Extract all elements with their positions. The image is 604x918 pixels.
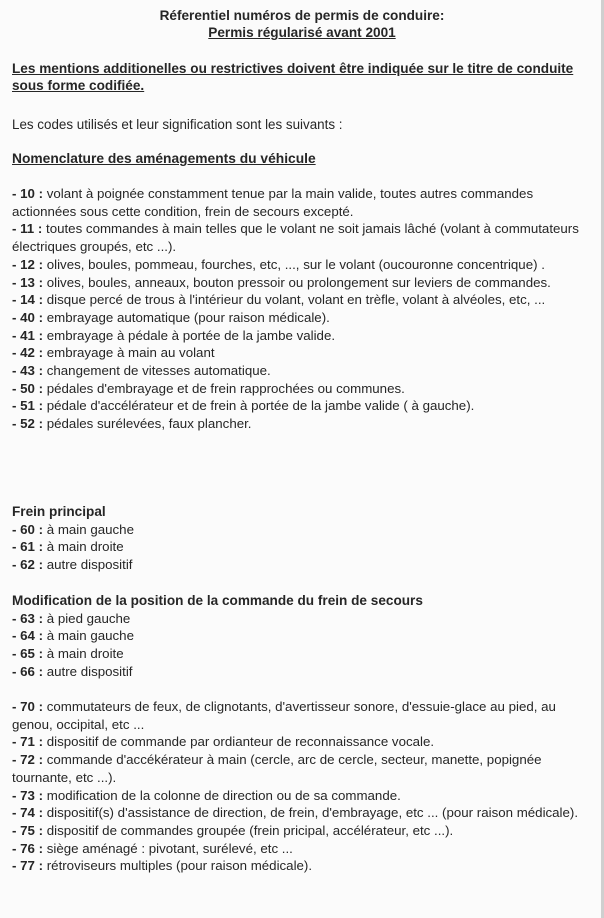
code-number: - 75 : bbox=[12, 822, 44, 838]
code-description: siège aménagé : pivotant, surélevé, etc ... bbox=[43, 840, 293, 856]
vehicle-codes-list bbox=[12, 185, 598, 433]
code-item bbox=[12, 556, 598, 574]
document-title: Réferentiel numéros de permis de conduire: bbox=[159, 8, 445, 23]
code-description: olives, boules, anneaux, bouton pressoir ou prolongement sur leviers de commandes. bbox=[43, 274, 551, 290]
code-number: - 43 : bbox=[12, 363, 44, 379]
code-item bbox=[12, 327, 598, 345]
code-number: - 40 : bbox=[12, 309, 44, 325]
code-number: - 52 : bbox=[12, 416, 44, 432]
code-description: à main droite bbox=[43, 539, 124, 555]
code-number: - 10 : bbox=[12, 186, 44, 201]
code-number: - 65 : bbox=[12, 646, 44, 662]
code-description: changement de vitesses automatique. bbox=[43, 363, 271, 379]
code-item bbox=[12, 415, 598, 433]
document-subtitle: Permis régularisé avant 2001 bbox=[208, 25, 396, 40]
code-number: - 12 : bbox=[12, 256, 44, 272]
code-description: commutateurs de feux, de clignotants, d'avertisseur sonore, d'essuie-glace au pied, au genou, occipital, etc ... bbox=[12, 699, 556, 732]
code-item bbox=[12, 309, 598, 327]
code-number: - 73 : bbox=[12, 787, 44, 803]
code-number: - 14 : bbox=[12, 292, 44, 308]
code-description: dispositif de commandes groupée (frein pricipal, accélérateur, etc ...). bbox=[43, 822, 454, 838]
code-item bbox=[12, 751, 598, 786]
code-number: - 51 : bbox=[12, 398, 44, 414]
mentions-notice: Les mentions additionelles ou restrictives doivent être indiquée sur le titre de conduite sous forme codifiée. bbox=[12, 61, 574, 93]
code-description: embrayage à main au volant bbox=[43, 345, 215, 361]
code-number: - 66 : bbox=[12, 663, 44, 679]
code-item bbox=[12, 397, 598, 415]
frein-principal-heading: Frein principal bbox=[12, 504, 106, 519]
code-description: toutes commandes à main telles que le volant ne soit jamais lâché (volant à commutateurs électriques groupés, etc ...). bbox=[12, 221, 579, 255]
code-number: - 72 : bbox=[12, 752, 44, 768]
code-description: olives, boules, pommeau, fourches, etc, ..., sur le volant (oucouronne concentrique) . bbox=[43, 256, 545, 272]
code-number: - 50 : bbox=[12, 380, 44, 396]
code-item bbox=[12, 344, 598, 362]
code-description: pédales d'embrayage et de frein rapprochées ou communes. bbox=[43, 380, 405, 396]
code-item bbox=[12, 645, 598, 663]
code-item bbox=[12, 362, 598, 380]
code-number: - 41 : bbox=[12, 327, 44, 343]
code-description: autre dispositif bbox=[43, 663, 133, 679]
code-item bbox=[12, 787, 598, 805]
code-item bbox=[12, 610, 598, 628]
code-number: - 64 : bbox=[12, 628, 44, 644]
code-item bbox=[12, 698, 598, 733]
code-number: - 77 : bbox=[12, 858, 44, 874]
code-number: - 11 : bbox=[12, 221, 43, 237]
frein-principal-section bbox=[12, 503, 598, 574]
code-number: - 61 : bbox=[12, 539, 44, 555]
code-item bbox=[12, 185, 598, 220]
code-number: - 76 : bbox=[12, 840, 44, 856]
code-number: - 71 : bbox=[12, 734, 44, 750]
code-description: dispositif de commande par ordianteur de reconnaissance vocale. bbox=[43, 734, 435, 750]
frein-secours-section bbox=[12, 592, 598, 681]
code-description: embrayage automatique (pour raison médicale). bbox=[43, 309, 330, 325]
code-item bbox=[12, 380, 598, 398]
code-item bbox=[12, 663, 598, 681]
code-item bbox=[12, 822, 598, 840]
code-number: - 13 : bbox=[12, 274, 44, 290]
code-item bbox=[12, 291, 598, 309]
code-description: disque percé de trous à l'intérieur du volant, volant en trèfle, volant à alvéoles, etc, ... bbox=[43, 292, 546, 308]
code-number: - 62 : bbox=[12, 557, 44, 573]
code-description: pédales surélevées, faux plancher. bbox=[43, 416, 252, 432]
code-number: - 42 : bbox=[12, 345, 44, 361]
frein-secours-heading: Modification de la position de la commande du frein de secours bbox=[12, 593, 423, 608]
code-number: - 74 : bbox=[12, 805, 44, 821]
code-description: à main droite bbox=[43, 646, 124, 662]
code-item bbox=[12, 857, 598, 875]
code-description: pédale d'accélérateur et de frein à portée de la jambe valide ( à gauche). bbox=[43, 398, 475, 414]
code-description: embrayage à pédale à portée de la jambe valide. bbox=[43, 327, 336, 343]
code-item bbox=[12, 627, 598, 645]
code-description: autre dispositif bbox=[43, 557, 133, 573]
code-item bbox=[12, 804, 598, 822]
code-description: rétroviseurs multiples (pour raison médicale). bbox=[43, 858, 313, 874]
nomenclature-heading: Nomenclature des aménagements du véhicule bbox=[12, 151, 316, 166]
code-description: modification de la colonne de direction ou de sa commande. bbox=[43, 787, 401, 803]
code-item bbox=[12, 220, 598, 255]
code-description: à main gauche bbox=[43, 628, 134, 644]
code-number: - 70 : bbox=[12, 699, 44, 714]
code-item bbox=[12, 840, 598, 858]
other-codes-list bbox=[12, 698, 598, 875]
code-number: - 63 : bbox=[12, 610, 44, 626]
code-item bbox=[12, 538, 598, 556]
code-description: dispositif(s) d'assistance de direction, de frein, d'embrayage, etc ... (pour raison médicale). bbox=[43, 805, 579, 821]
code-item bbox=[12, 274, 598, 292]
code-number: - 60 : bbox=[12, 521, 44, 537]
code-description: à pied gauche bbox=[43, 610, 131, 626]
code-description: à main gauche bbox=[43, 521, 134, 537]
code-item bbox=[12, 733, 598, 751]
intro-text: Les codes utilisés et leur signification sont les suivants : bbox=[12, 117, 343, 132]
code-item bbox=[12, 521, 598, 539]
code-description: volant à poignée constamment tenue par la main valide, toutes autres commandes actionnées sous cette condition, frein de secours excepté. bbox=[12, 186, 534, 219]
code-item bbox=[12, 256, 598, 274]
code-description: commande d'accékérateur à main (cercle, arc de cercle, secteur, manette, popignée tournante, etc ...). bbox=[12, 752, 542, 785]
